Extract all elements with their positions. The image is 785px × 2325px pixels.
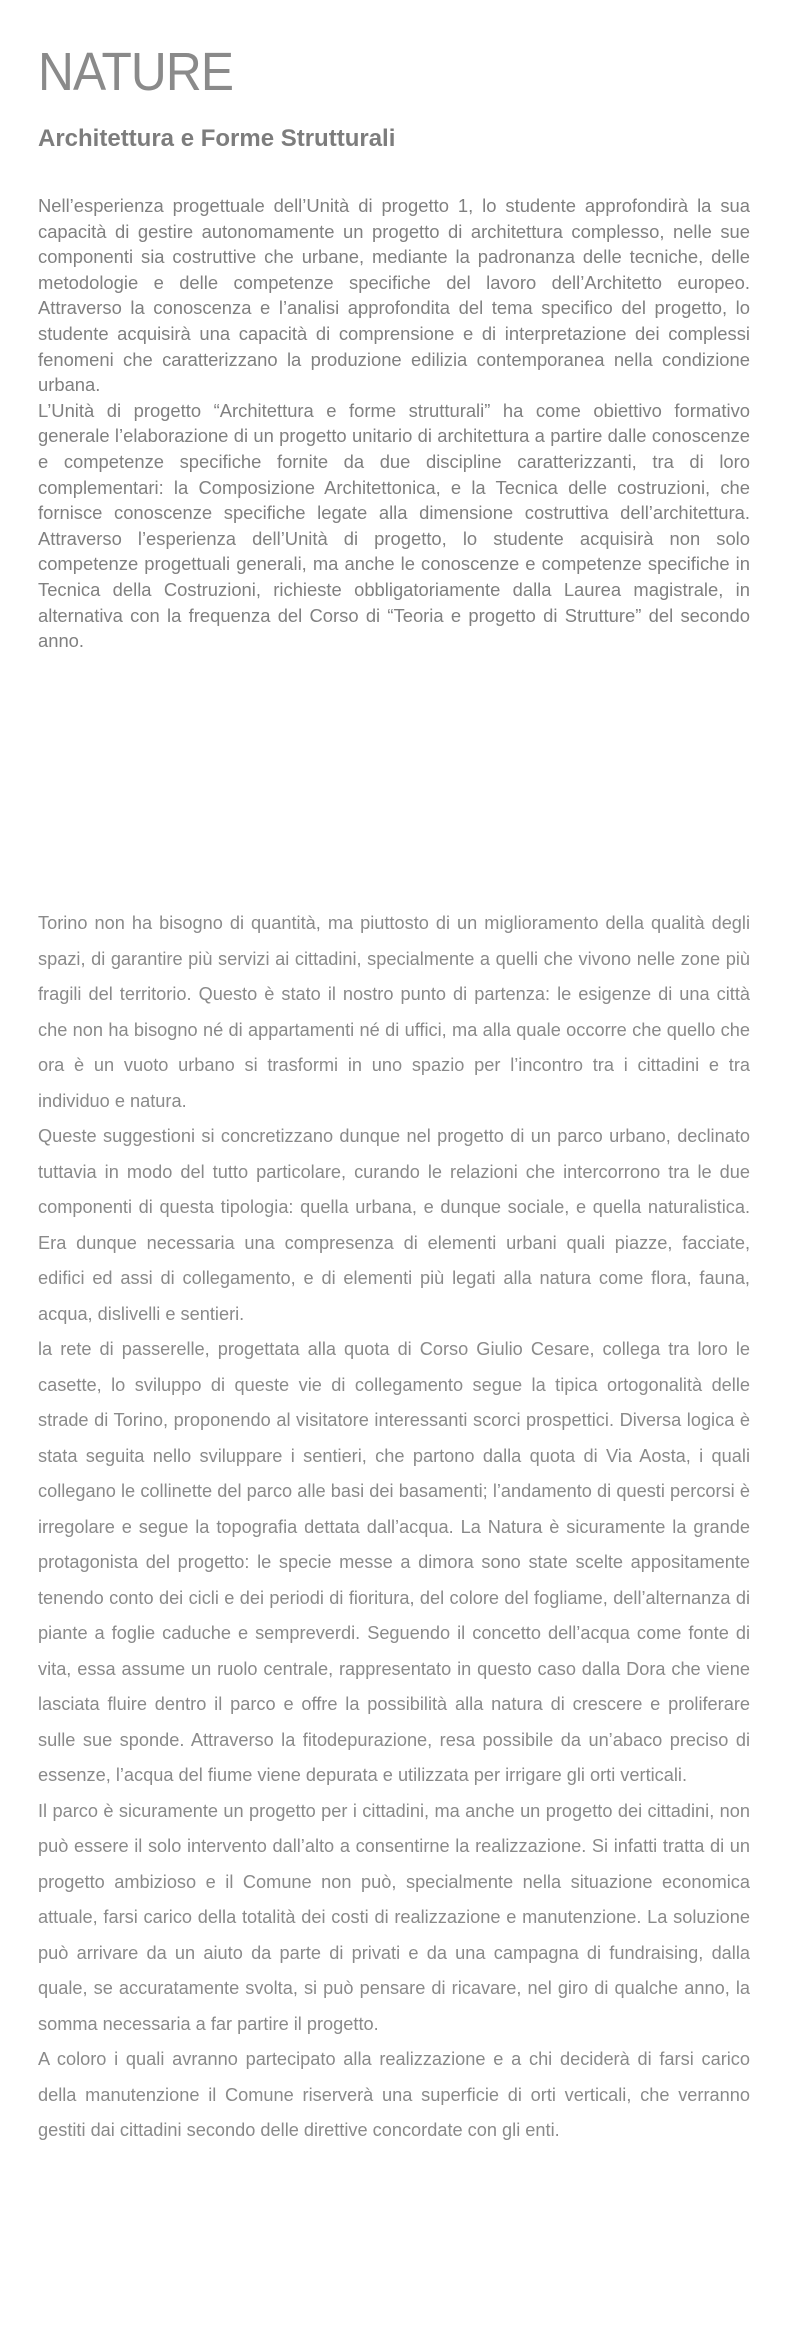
body-section [38, 906, 750, 2149]
body-paragraph: A coloro i quali avranno partecipato alla realizzazione e a chi deciderà di farsi carico della manutenzione il Comune riserverà una superficie di orti verticali, che verranno gestiti dai cittadini secondo delle direttive concordate con gli enti. [38, 2049, 750, 2140]
body-paragraph: la rete di passerelle, progettata alla quota di Corso Giulio Cesare, collega tra loro le casette, lo sviluppo di queste vie di collegamento segue la tipica ortogonalità delle strade di Torino, proponendo al visitatore interessanti scorci prospettici. Diversa logica è stata seguita nello sviluppare i sentieri, che partono dalla quota di Via Aosta, i quali collegano le collinette del parco alle basi dei basamenti; l’andamento di questi percorsi è irregolare e segue la topografia dettata dall’acqua. La Natura è sicuramente la grande protagonista del progetto: le specie messe a dimora sono state scelte appositamente tenendo conto dei cicli e dei periodi di fioritura, del colore del fogliame, dell’alternanza di piante a foglie caduche e sempreverdi. Seguendo il concetto dell’acqua come fonte di vita, essa assume un ruolo centrale, rappresentato in questo caso dalla Dora che viene lasciata fluire dentro il parco e offre la possibilità alla natura di crescere e proliferare sulle sue sponde. Attraverso la fitodepurazione, resa possibile da un’abaco preciso di essenze, l’acqua del fiume viene depurata e utilizzata per irrigare gli orti verticali. [38, 1339, 750, 1785]
body-paragraph: Queste suggestioni si concretizzano dunque nel progetto di un parco urbano, declinato tuttavia in modo del tutto particolare, curando le relazioni che intercorrono tra le due componenti di questa tipologia: quella urbana, e dunque sociale, e quella naturalistica. Era dunque necessaria una compresenza di elementi urbani quali piazze, facciate, edifici ed assi di collegamento, e di elementi più legati alla natura come flora, fauna, acqua, dislivelli e sentieri. [38, 1126, 750, 1324]
intro-paragraph: Nell’esperienza progettuale dell’Unità di progetto 1, lo studente approfondirà la sua capacità di gestire autonomamente un progetto di architettura complesso, nelle sue componenti sia costruttive che urbane, mediante la padronanza delle tecniche, delle metodologie e delle competenze specifiche del lavoro dell’Architetto europeo. Attraverso la conoscenza e l’analisi approfondita del tema specifico del progetto, lo studente acquisirà una capacità di comprensione e di interpretazione dei complessi fenomeni che caratterizzano la produzione edilizia contemporanea nella condizione urbana. [38, 195, 750, 396]
body-paragraph: Torino non ha bisogno di quantità, ma piuttosto di un miglioramento della qualità degli spazi, di garantire più servizi ai cittadini, specialmente a quelli che vivono nelle zone più fragili del territorio. Questo è stato il nostro punto di partenza: le esigenze di una città che non ha bisogno né di appartamenti né di uffici, ma alla quale occorre che quello che ora è un vuoto urbano si trasformi in uno spazio per l’incontro tra i cittadini e tra individuo e natura. [38, 913, 750, 1111]
intro-paragraph: L’Unità di progetto “Architettura e forme strutturali” ha come obiettivo formativo generale l’elaborazione di un progetto unitario di architettura a partire dalle conoscenze e competenze specifiche fornite da due discipline caratterizzanti, tra di loro complementari: la Composizione Architettonica, e la Tecnica delle costruzioni, che fornisce conoscenze specifiche legate alla dimensione costruttiva dell’architettura. Attraverso l’esperienza dell’Unità di progetto, lo studente acquisirà non solo competenze progettuali generali, ma anche le conoscenze e competenze specifiche in Tecnica della Costruzioni, richieste obbligatoriamente dalla Laurea magistrale, in alternativa con la frequenza del Corso di “Teoria e progetto di Strutture” del secondo anno. [38, 399, 750, 652]
page-subtitle: Architettura e Forme Strutturali [38, 125, 396, 152]
intro-section [38, 193, 750, 654]
page-title: NATURE [38, 42, 234, 102]
body-paragraph: Il parco è sicuramente un progetto per i cittadini, ma anche un progetto dei cittadini, non può essere il solo intervento dall’alto a consentirne la realizzazione. Si infatti tratta di un progetto ambizioso e il Comune non può, specialmente nella situazione economica attuale, farsi carico della totalità dei costi di realizzazione e manutenzione. La soluzione può arrivare da un aiuto da parte di privati e da una campagna di fundraising, dalla quale, se accuratamente svolta, si può pensare di ricavare, nel giro di qualche anno, la somma necessaria a far partire il progetto. [38, 1800, 750, 2034]
